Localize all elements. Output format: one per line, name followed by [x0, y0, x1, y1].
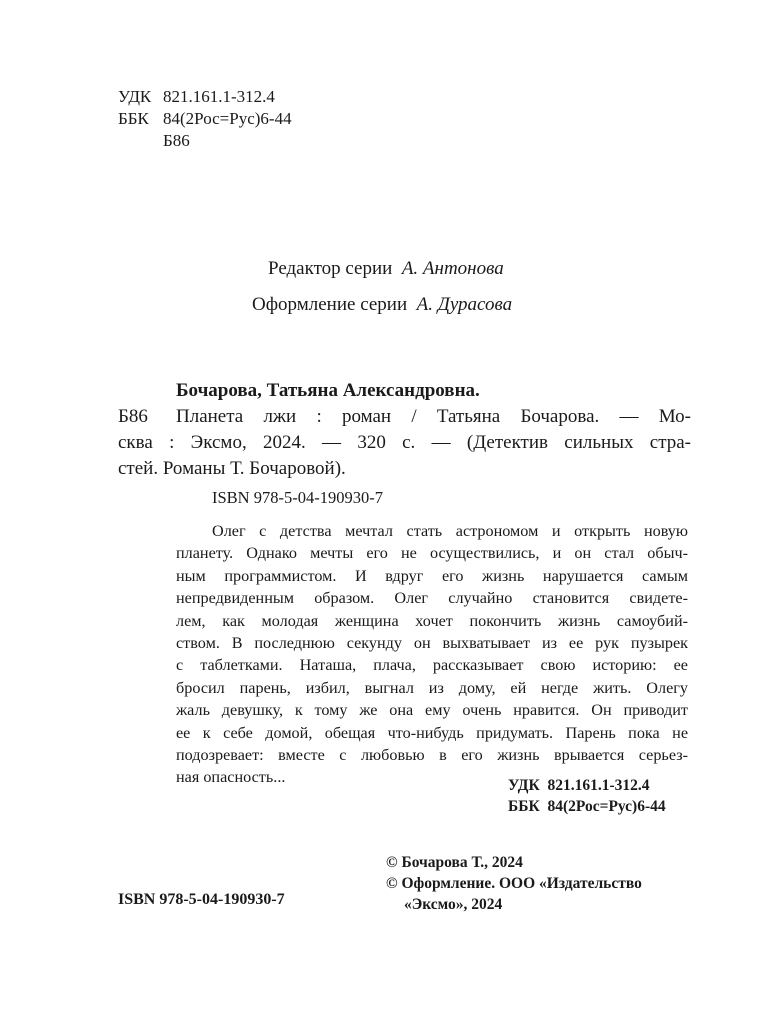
isbn-bottom: ISBN 978-5-04-190930-7 [118, 891, 285, 908]
annotation-line: подозревает: вместе с любовью в его жизнь врывается серьез- [176, 746, 688, 765]
catalog-mark: Б86 [118, 406, 148, 427]
udk-value: 821.161.1-312.4 [163, 87, 275, 106]
bbk-label: ББК [118, 109, 149, 128]
annotation-line: ством. В последнюю секунду он выхватывает из ее рук пузырек [176, 634, 688, 653]
copyright-author: © Бочарова Т., 2024 [386, 854, 523, 871]
annotation-line: ным программистом. И вдруг его жизнь нарушается самым [176, 566, 688, 585]
copyright-design: © Оформление. ООО «Издательство [386, 875, 642, 892]
annotation-line: лем, как молодая женщина хочет покончить жизнь самоубий- [176, 611, 688, 630]
bbk-row [118, 108, 292, 130]
annotation-first [212, 520, 688, 542]
catalog-entry [176, 404, 691, 430]
top-codes [118, 86, 292, 152]
annotation-line: жаль девушку, к тому же она ему очень нравится. Он приводит [176, 701, 688, 720]
bottom-udk: УДК 821.161.1-312.4 [508, 777, 650, 794]
editor-name: А. Антонова [401, 258, 504, 279]
catalog-line: сква : Эксмо, 2024. — 320 с. — (Детектив сильных стра- [118, 432, 691, 453]
bottom-bbk: ББК 84(2Рос=Рус)6-44 [508, 798, 666, 815]
udk-label: УДК [118, 87, 152, 106]
catalog-author: Бочарова, Татьяна Александровна. [176, 380, 480, 401]
catalog-line: Планета лжи : роман / Татьяна Бочарова. — Мо- [176, 406, 691, 427]
editor-credit [268, 258, 504, 280]
design-name: А. Дурасова [416, 294, 513, 315]
design-label: Оформление серии [252, 294, 408, 315]
design-credit [252, 294, 512, 316]
copyright-block [386, 852, 642, 915]
bbk-value: 84(2Рос=Рус)6-44 [163, 109, 292, 128]
author-mark: Б86 [163, 131, 190, 150]
annotation-line: планету. Однако мечты его не осуществились, и он стал обыч- [176, 544, 688, 563]
catalog-isbn: ISBN 978-5-04-190930-7 [212, 488, 383, 507]
udk-row [118, 86, 292, 108]
editor-label: Редактор серии [268, 258, 393, 279]
catalog-entry-cont [118, 430, 691, 482]
annotation-line: ее к себе домой, обещая что-нибудь придумать. Парень пока не [176, 723, 688, 742]
annotation-line: Олег с детства мечтал стать астрономом и открыть новую [212, 522, 688, 540]
annotation-line: ная опасность... [176, 768, 286, 787]
annotation-line: непредвиденным образом. Олег случайно становится свидете- [176, 589, 688, 608]
copyright-publisher: «Эксмо», 2024 [404, 896, 503, 913]
annotation-line: с таблетками. Наташа, плача, рассказывает свою историю: ее [176, 656, 688, 675]
annotation-body [176, 542, 688, 788]
annotation-line: бросил парень, избил, выгнал из дому, ей негде жить. Олегу [176, 678, 688, 697]
catalog-line: стей. Романы Т. Бочаровой). [118, 458, 346, 479]
author-mark-row [118, 130, 292, 152]
